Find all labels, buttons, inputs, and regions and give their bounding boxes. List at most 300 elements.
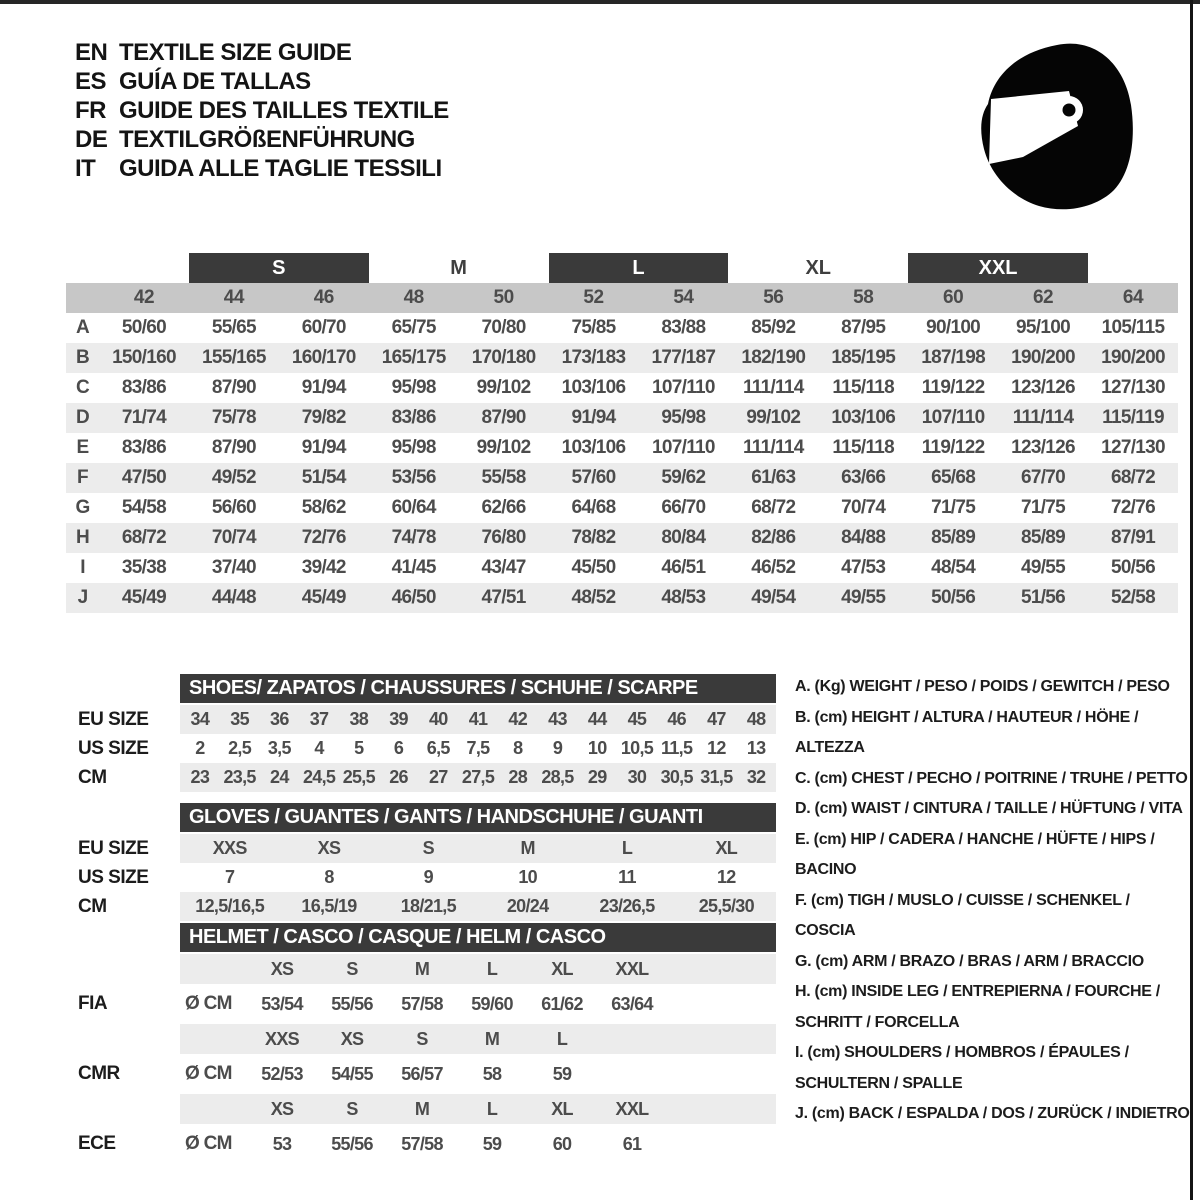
shoes-values (180, 734, 776, 763)
measurement-row-J (66, 583, 1178, 613)
measurement-cell: 67/70 (998, 463, 1088, 493)
value-cell: 4 (314, 738, 324, 758)
value-cell: 2,5 (228, 738, 252, 758)
gloves-values (180, 892, 776, 921)
value-cell: 5 (354, 738, 364, 758)
helmet-sizes (180, 954, 776, 984)
measurement-cell: 59/62 (638, 463, 728, 493)
measurement-cell: 78/82 (549, 523, 639, 553)
row-letter: B (66, 343, 99, 373)
measurement-cell: 60/70 (301, 317, 346, 338)
measurement-cell: 45/50 (571, 557, 616, 578)
value-cell: 47 (707, 709, 726, 729)
size-band-xxl: XXL (908, 253, 1088, 283)
measurement-cell: 160/170 (279, 343, 369, 373)
row-letter: F (66, 463, 99, 493)
size-label-cell: S (346, 1099, 358, 1119)
value-cell: 25,5 (342, 767, 375, 787)
value-cell: 7,5 (466, 738, 490, 758)
filler (667, 1124, 776, 1164)
measurement-row-I (66, 553, 1178, 583)
measurement-cell: 56/60 (211, 497, 256, 518)
size-label-cell: L (556, 1029, 568, 1049)
gloves-values (180, 863, 776, 892)
shoes-values (180, 705, 776, 734)
measurement-row-C (66, 373, 1178, 403)
measurement-cell: 85/92 (751, 317, 796, 338)
measurement-cell: 150/160 (99, 343, 189, 373)
value-cell: 57/58 (401, 1134, 443, 1154)
measurement-cell: 35/38 (121, 557, 166, 578)
diameter-unit: Ø CM (185, 993, 232, 1014)
measurement-cell: 185/195 (818, 343, 908, 373)
row-letter: G (75, 497, 90, 518)
size-number-cell: 52 (549, 283, 639, 313)
measurement-cell: 79/82 (279, 403, 369, 433)
measurement-cell: 45/49 (279, 583, 369, 613)
language-title: TEXTILE SIZE GUIDE (119, 39, 352, 66)
diameter-unit: Ø CM (185, 1133, 232, 1154)
size-band-m: M (450, 256, 467, 279)
measurement-legend (795, 672, 1191, 1130)
measurement-cell: 48/54 (931, 557, 976, 578)
measurement-row-D (66, 403, 1178, 433)
measurement-cell: 71/74 (99, 403, 189, 433)
measurement-cell: 44/48 (189, 583, 279, 613)
language-row (75, 96, 449, 125)
measurement-cell: 76/80 (459, 523, 549, 553)
size-label-cell: M (414, 1099, 430, 1119)
language-title: TEXTILGRÖßENFÜHRUNG (119, 126, 415, 153)
measurement-cell: 123/126 (1011, 437, 1075, 458)
value-cell: 20/24 (506, 896, 549, 916)
value-cell: 37 (309, 709, 329, 729)
size-band-xl: XL (805, 256, 832, 279)
row-letter: D (66, 403, 99, 433)
gloves-size-section (66, 803, 786, 921)
measurement-cell: 99/102 (476, 437, 531, 458)
measurement-cell: 62/66 (481, 497, 526, 518)
value-cell: 32 (746, 767, 766, 787)
language-title: GUÍA DE TALLAS (119, 68, 311, 95)
measurement-row-H (66, 523, 1178, 553)
size-number-cell: 42 (99, 283, 189, 313)
unit-spacer (180, 1094, 247, 1124)
value-cell: 61 (622, 1134, 642, 1154)
value-cell: 30 (627, 767, 647, 787)
helmet-sizes (180, 1024, 776, 1054)
measurement-cell: 83/86 (121, 377, 166, 398)
measurement-cell: 127/130 (1101, 437, 1165, 458)
measurement-cell: 51/56 (998, 583, 1088, 613)
size-band-row (66, 253, 1178, 283)
row-label: US SIZE (78, 738, 149, 759)
size-label-cell: XS (270, 1099, 294, 1119)
measurement-cell: 71/75 (1020, 497, 1066, 518)
helmet-values-row-CMR (66, 1054, 786, 1094)
measurement-cell: 84/88 (818, 523, 908, 553)
legend-item: C. (cm) CHEST / PECHO / POITRINE / TRUHE / PETTO (795, 769, 1188, 787)
gloves-title-row (66, 803, 786, 834)
textile-table (66, 253, 1178, 613)
value-cell: 24 (270, 767, 289, 787)
row-letter: H (66, 523, 99, 553)
value-cell: L (621, 838, 633, 858)
measurement-cell: 47/53 (841, 557, 886, 578)
measurement-cell: 103/106 (561, 437, 626, 458)
gloves-row-1 (66, 863, 786, 892)
value-cell: 52/53 (261, 1064, 303, 1084)
value-cell: 11 (618, 867, 636, 887)
measurement-cell: 111/114 (998, 403, 1088, 433)
value-cell: 8 (513, 738, 523, 758)
helmet-values (180, 1054, 776, 1094)
measurement-cell: 95/100 (1016, 317, 1070, 338)
size-label-cell (597, 1024, 667, 1054)
shoes-row-0 (66, 705, 786, 734)
measurement-cell: 70/74 (189, 523, 279, 553)
value-cell: 25,5/30 (698, 896, 754, 916)
row-label: US SIZE (78, 867, 149, 888)
helmet-size-section (66, 923, 786, 1164)
value-cell: XL (715, 838, 738, 858)
shoes-title-bar: SHOES/ ZAPATOS / CHAUSSURES / SCHUHE / SCARPE (180, 674, 776, 703)
gloves-values (180, 834, 776, 863)
legend-item: J. (cm) BACK / ESPALDA / DOS / ZURÜCK / INDIETRO (795, 1105, 1190, 1122)
measurement-cell: 173/183 (549, 343, 639, 373)
measurement-cell: 55/58 (459, 463, 549, 493)
measurement-cell: 83/88 (661, 317, 706, 338)
size-label-cell: XS (340, 1029, 364, 1049)
measurement-cell: 155/165 (189, 343, 279, 373)
measurement-cell: 50/56 (908, 583, 998, 613)
measurement-cell: 65/68 (908, 463, 998, 493)
size-number-cell: 58 (818, 283, 908, 313)
measurement-cell: 74/78 (369, 523, 459, 553)
measurement-cell: 105/115 (1101, 317, 1165, 338)
measurement-cell: 107/110 (652, 377, 715, 398)
language-row (75, 154, 449, 183)
value-cell: 59/60 (471, 994, 513, 1014)
measurement-cell: 47/50 (99, 463, 189, 493)
value-cell: 23 (190, 767, 210, 787)
measurement-cell: 72/76 (279, 523, 369, 553)
measurement-cell: 107/110 (652, 437, 715, 458)
value-cell: 12 (707, 738, 726, 758)
helmet-title-row (66, 923, 786, 954)
language-code: ES (75, 68, 107, 95)
size-number-cell: 62 (998, 283, 1088, 313)
standard-label: FIA (78, 993, 108, 1014)
measurement-row-A (66, 313, 1178, 343)
measurement-cell: 54/58 (121, 497, 166, 518)
gloves-row-0 (66, 834, 786, 863)
filler (667, 984, 776, 1024)
row-label-spacer (66, 1024, 180, 1054)
helmet-values-row-FIA (66, 984, 786, 1024)
value-cell: 63/64 (611, 994, 653, 1014)
row-label-spacer (66, 954, 180, 984)
value-cell: 9 (423, 867, 433, 887)
gloves-row-2 (66, 892, 786, 921)
value-cell: 2 (195, 738, 205, 758)
value-cell: 42 (508, 709, 528, 729)
measurement-cell: 82/86 (728, 523, 818, 553)
measurement-cell: 123/126 (1011, 377, 1075, 398)
measurement-cell: 61/63 (728, 463, 818, 493)
size-label-cell: XXS (265, 1029, 299, 1049)
value-cell: 59 (482, 1134, 502, 1154)
value-cell: 55/56 (331, 994, 373, 1014)
gloves-title-bar: GLOVES / GUANTES / GANTS / HANDSCHUHE / GUANTI (180, 803, 776, 832)
measurement-cell: 70/80 (481, 317, 526, 338)
filler (667, 954, 776, 984)
value-cell: 12 (716, 867, 736, 887)
measurement-cell: 115/118 (832, 377, 895, 398)
value-cell: 30,5 (660, 767, 693, 787)
measurement-cell: 75/78 (189, 403, 279, 433)
language-code: FR (75, 97, 106, 124)
value-cell: XS (317, 838, 341, 858)
section-label-spacer (66, 803, 180, 834)
measurement-cell: 91/94 (301, 437, 346, 458)
measurement-cell: 70/74 (841, 497, 886, 518)
measurement-row-F (66, 463, 1178, 493)
section-label-spacer (66, 923, 180, 954)
value-cell: 10 (587, 738, 607, 758)
value-cell: 10,5 (620, 738, 654, 758)
measurement-cell: 91/94 (301, 377, 346, 398)
value-cell: 6,5 (426, 738, 450, 758)
measurement-cell: 170/180 (459, 343, 549, 373)
measurement-cell: 49/55 (818, 583, 908, 613)
value-cell: 41 (468, 709, 488, 729)
row-letter: I (80, 557, 85, 578)
size-label-cell: M (414, 959, 430, 979)
value-cell: 35 (230, 709, 249, 729)
measurement-cell: 49/52 (189, 463, 279, 493)
shoes-row-2 (66, 763, 786, 792)
helmet-sizes-row-CMR (66, 1024, 786, 1054)
helmet-values (180, 984, 776, 1024)
filler (667, 1024, 776, 1054)
value-cell: S (422, 838, 434, 858)
measurement-cell: 63/66 (818, 463, 908, 493)
size-label-cell: S (416, 1029, 428, 1049)
measurement-cell: 99/102 (728, 403, 818, 433)
size-label-cell: XL (551, 1099, 573, 1119)
measurement-cell: 95/98 (391, 377, 436, 398)
shoes-size-section (66, 674, 786, 792)
size-number-cell: 56 (728, 283, 818, 313)
value-cell: 16,5/19 (301, 896, 357, 916)
size-corner-cell (66, 283, 99, 313)
value-cell: 23,5 (223, 767, 256, 787)
measurement-cell: 87/90 (211, 377, 256, 398)
helmet-values (180, 1124, 776, 1164)
value-cell: 53 (272, 1134, 292, 1154)
legend-item: E. (cm) HIP / CADERA / HANCHE / HÜFTE / HIPS / BACINO (795, 830, 1155, 878)
row-label: EU SIZE (78, 709, 149, 730)
size-band-l: L (549, 253, 729, 283)
filler (667, 1054, 776, 1094)
measurement-cell: 37/40 (211, 557, 256, 578)
measurement-cell: 103/106 (561, 377, 626, 398)
size-number-cell: 60 (908, 283, 998, 313)
value-cell: 13 (746, 738, 766, 758)
value-cell: 6 (393, 738, 404, 758)
value-cell: 54/55 (331, 1064, 373, 1084)
racing-helmet-icon (975, 33, 1145, 218)
measurement-cell: 68/72 (1088, 463, 1178, 493)
measurement-cell: 52/58 (1088, 583, 1178, 613)
shoes-title-row (66, 674, 786, 705)
measurement-cell: 57/60 (549, 463, 639, 493)
size-number-cell: 48 (369, 283, 459, 313)
measurement-cell: 68/72 (99, 523, 189, 553)
value-cell: XXS (212, 838, 247, 858)
measurement-cell: 182/190 (728, 343, 818, 373)
measurement-cell: 87/95 (841, 317, 886, 338)
measurement-cell: 99/102 (476, 377, 531, 398)
measurement-cell: 45/49 (99, 583, 189, 613)
size-label-cell: XXL (615, 959, 649, 979)
measurement-cell: 111/114 (742, 437, 804, 458)
measurement-cell: 72/76 (1110, 497, 1155, 518)
measurement-cell: 75/85 (571, 317, 616, 338)
legend-item: I. (cm) SHOULDERS / HOMBROS / ÉPAULES / SCHULTERN / SPALLE (795, 1044, 1129, 1092)
measurement-cell: 47/51 (459, 583, 549, 613)
helmet-title-bar: HELMET / CASCO / CASQUE / HELM / CASCO (180, 923, 776, 952)
measurement-cell: 190/200 (998, 343, 1088, 373)
measurement-cell: 66/70 (661, 497, 706, 518)
measurement-cell: 68/72 (751, 497, 796, 518)
value-cell: 9 (552, 738, 563, 758)
measurement-cell: 55/65 (211, 317, 256, 338)
size-number-cell: 46 (279, 283, 369, 313)
language-title-list (75, 38, 449, 183)
measurement-cell: 95/98 (391, 437, 436, 458)
helmet-sizes-row-FIA (66, 954, 786, 984)
measurement-cell: 119/122 (921, 377, 985, 398)
size-number-cell: 44 (189, 283, 279, 313)
value-cell: 12,5/16,5 (195, 896, 265, 916)
row-label: EU SIZE (78, 838, 149, 859)
size-label-cell: M (484, 1029, 500, 1049)
value-cell: 43 (548, 709, 567, 729)
value-cell: 29 (587, 767, 607, 787)
measurement-cell: 43/47 (481, 557, 526, 578)
value-cell: 28 (508, 767, 528, 787)
language-row (75, 67, 449, 96)
measurement-cell: 50/60 (121, 317, 166, 338)
measurement-cell: 71/75 (931, 497, 976, 518)
value-cell: 59 (552, 1064, 572, 1084)
size-number-row (66, 283, 1178, 313)
measurement-cell: 95/98 (638, 403, 728, 433)
value-cell (597, 1054, 667, 1094)
section-label-spacer (66, 674, 180, 705)
language-title: GUIDE DES TAILLES TEXTILE (119, 97, 449, 124)
measurement-cell: 90/100 (926, 317, 981, 338)
size-number-cell: 64 (1088, 283, 1178, 313)
value-cell: 36 (270, 709, 289, 729)
row-letter: A (75, 317, 90, 338)
size-label-cell: XXL (615, 1099, 649, 1119)
measurement-cell: 65/75 (391, 317, 436, 338)
measurement-cell: 48/53 (638, 583, 728, 613)
measurement-cell: 119/122 (921, 437, 985, 458)
measurement-cell: 60/64 (391, 497, 436, 518)
visor-pivot-inner (1063, 104, 1076, 117)
top-border-line (0, 0, 1200, 4)
measurement-cell: 103/106 (818, 403, 908, 433)
size-label-cell: L (486, 1099, 498, 1119)
row-label: CM (78, 896, 107, 917)
measurement-cell: 115/119 (1088, 403, 1178, 433)
measurement-cell: 115/118 (832, 437, 895, 458)
measurement-cell: 85/89 (998, 523, 1088, 553)
helmet-sizes-row-ECE (66, 1094, 786, 1124)
size-band-spacer (66, 253, 189, 283)
value-cell: 10 (518, 867, 537, 887)
value-cell: 8 (324, 867, 334, 887)
value-cell: 26 (389, 767, 408, 787)
size-label-cell: S (346, 959, 358, 979)
measurement-cell: 53/56 (369, 463, 459, 493)
measurement-cell: 46/51 (661, 557, 706, 578)
language-code: EN (75, 39, 108, 66)
value-cell: 7 (225, 867, 235, 887)
measurement-cell: 46/52 (751, 557, 796, 578)
measurement-cell: 50/56 (1110, 557, 1155, 578)
value-cell: M (520, 838, 535, 858)
measurement-cell: 49/55 (1020, 557, 1066, 578)
row-letter: C (75, 377, 90, 398)
measurement-cell: 41/45 (391, 557, 436, 578)
value-cell: 45 (627, 709, 647, 729)
measurement-cell: 64/68 (571, 497, 616, 518)
textile-size-table (66, 253, 1178, 613)
legend-item: H. (cm) INSIDE LEG / ENTREPIERNA / FOURCHE / SCHRITT / FORCELLA (795, 983, 1160, 1031)
legend-item: G. (cm) ARM / BRAZO / BRAS / ARM / BRACCIO (795, 952, 1144, 970)
value-cell: 34 (190, 709, 210, 729)
legend-item: F. (cm) TIGH / MUSLO / CUISSE / SCHENKEL / COSCIA (795, 891, 1130, 939)
helmet-sizes (180, 1094, 776, 1124)
measurement-cell: 46/50 (369, 583, 459, 613)
measurement-row-G (66, 493, 1178, 523)
measurement-cell: 87/90 (459, 403, 549, 433)
value-cell: 18/21,5 (400, 896, 456, 916)
measurement-cell: 165/175 (369, 343, 459, 373)
measurement-cell: 107/110 (908, 403, 998, 433)
value-cell: 53/54 (261, 994, 303, 1014)
row-label-spacer (66, 1094, 180, 1124)
language-title: GUIDA ALLE TAGLIE TESSILI (119, 155, 442, 182)
value-cell: 58 (482, 1064, 502, 1084)
row-letter: E (76, 437, 89, 458)
helmet-values-row-ECE (66, 1124, 786, 1164)
measurement-cell: 87/90 (211, 437, 256, 458)
value-cell: 61/62 (541, 994, 583, 1014)
size-band-s: S (189, 253, 369, 283)
unit-spacer (180, 1024, 247, 1054)
measurement-cell: 39/42 (301, 557, 346, 578)
measurement-cell: 51/54 (279, 463, 369, 493)
measurement-cell: 187/198 (908, 343, 998, 373)
measurement-cell: 85/89 (908, 523, 998, 553)
size-band-spacer (1088, 253, 1178, 283)
